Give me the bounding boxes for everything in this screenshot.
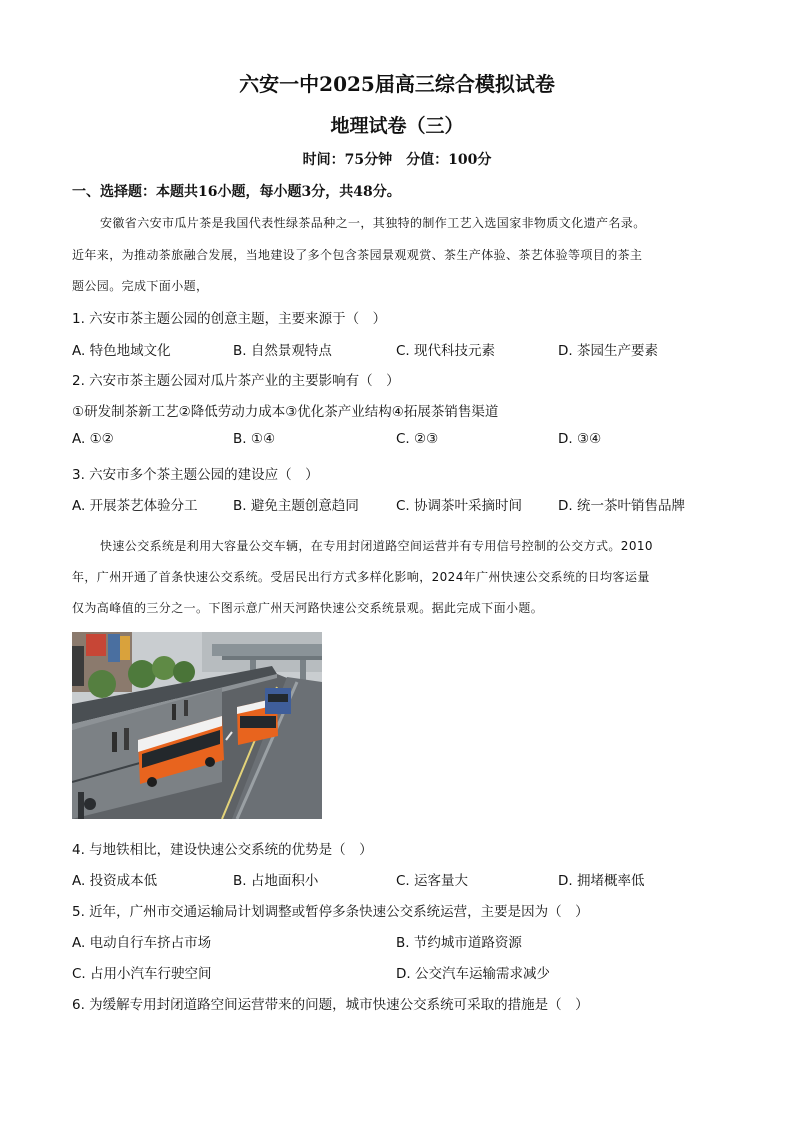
q4-option-a: A. 投资成本低 (72, 873, 158, 889)
question-5: 5. 近年，广州市交通运输局计划调整或暂停多条快速公交系统运营，主要是因为（ ） (72, 904, 589, 920)
q3-option-d: D. 统一茶叶销售品牌 (558, 498, 685, 514)
question-3: 3. 六安市多个茶主题公园的建设应（ ） (72, 467, 319, 483)
q1-option-d: D. 茶园生产要素 (558, 343, 658, 359)
q1-option-c: C. 现代科技元素 (396, 343, 496, 359)
passage2-line2: 年，广州开通了首条快速公交系统。受居民出行方式多样化影响，2024年广州快速公交系统的日均客运量 (72, 570, 650, 584)
exam-info: 时间：75分钟 分值：100分 (302, 152, 492, 168)
question-1: 1. 六安市茶主题公园的创意主题，主要来源于（ ） (72, 311, 387, 327)
passage1-line3: 题公园。完成下面小题， (72, 279, 209, 293)
passage2-line1: 快速公交系统是利用大容量公交车辆，在专用封闭道路空间运营并有专用信号控制的公交方式。2010 (100, 539, 653, 553)
q3-option-c: C. 协调茶叶采摘时间 (396, 498, 523, 514)
q4-option-d: D. 拥堵概率低 (558, 873, 645, 889)
q2-option-a: A. ①② (72, 431, 114, 447)
question-2-items: ①研发制茶新工艺②降低劳动力成本③优化茶产业结构④拓展茶销售渠道 (72, 404, 499, 420)
passage1-line1: 安徽省六安市瓜片茶是我国代表性绿茶品种之一，其独特的制作工艺入选国家非物质文化遗产名录。 (100, 216, 646, 230)
question-4: 4. 与地铁相比，建设快速公交系统的优势是（ ） (72, 842, 373, 858)
passage1-line2: 近年来，为推动茶旅融合发展，当地建设了多个包含茶园景观观赏、茶生产体验、茶艺体验等项目的茶主 (72, 248, 643, 262)
q5-option-b: B. 节约城市道路资源 (396, 935, 522, 951)
q5-option-c: C. 占用小汽车行驶空间 (72, 966, 212, 982)
q5-option-d: D. 公交汽车运输需求减少 (396, 966, 550, 982)
question-2: 2. 六安市茶主题公园对瓜片茶产业的主要影响有（ ） (72, 373, 400, 389)
exam-subtitle: 地理试卷（三） (330, 115, 464, 137)
q2-option-b: B. ①④ (233, 431, 276, 447)
passage2-line3: 仅为高峰值的三分之一。下图示意广州天河路快速公交系统景观。据此完成下面小题。 (72, 601, 544, 615)
exam-title: 六安一中2025届高三综合模拟试卷 (239, 72, 555, 96)
q4-option-c: C. 运客量大 (396, 873, 469, 889)
q2-option-d: D. ③④ (558, 431, 602, 447)
section-heading: 一、选择题：本题共16小题，每小题3分，共48分。 (72, 184, 401, 200)
q3-option-a: A. 开展茶艺体验分工 (72, 498, 198, 514)
brt-station-photo (72, 632, 322, 819)
q4-option-b: B. 占地面积小 (233, 873, 319, 889)
q2-option-c: C. ②③ (396, 431, 439, 447)
q1-option-b: B. 自然景观特点 (233, 343, 332, 359)
question-6: 6. 为缓解专用封闭道路空间运营带来的问题，城市快速公交系统可采取的措施是（ ） (72, 997, 589, 1013)
q3-option-b: B. 避免主题创意趋同 (233, 498, 359, 514)
q5-option-a: A. 电动自行车挤占市场 (72, 935, 212, 951)
q1-option-a: A. 特色地域文化 (72, 343, 171, 359)
